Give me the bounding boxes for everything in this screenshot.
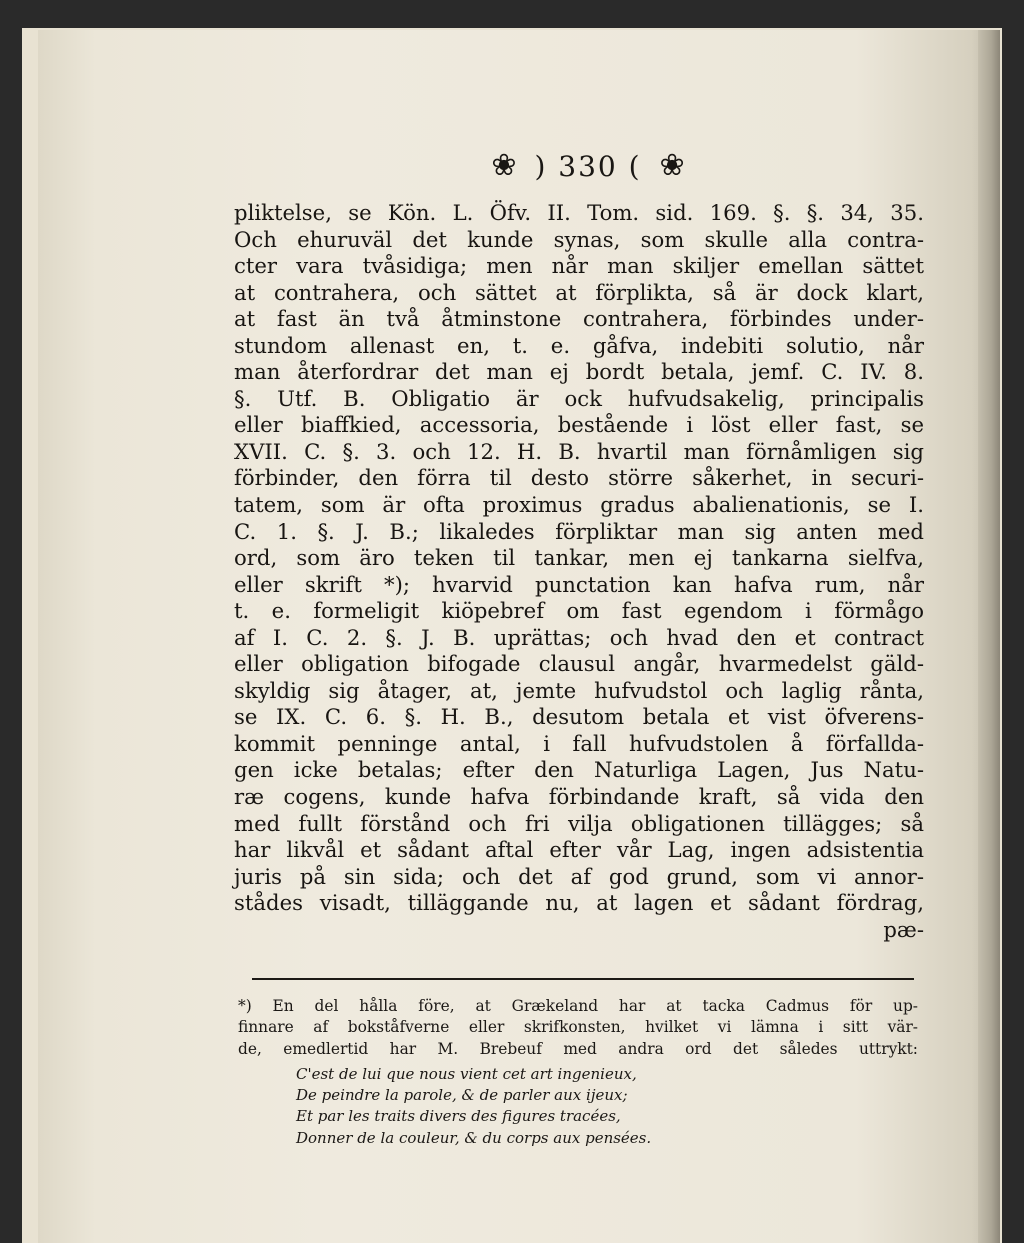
body-line: gen icke betalas; efter den Naturliga Lagen, Jus Natu- <box>234 757 924 783</box>
body-line: eller obligation bifogade clausul angår, hvarmedelst gäld- <box>234 651 924 677</box>
verse-line: C'est de lui que nous vient cet art ingenieux, <box>296 1065 637 1083</box>
footnote-line: de, emedlertid har M. Brebeuf med andra ord det således uttrykt: <box>238 1039 918 1058</box>
verse-line: Donner de la couleur, & du corps aux pensées. <box>296 1128 652 1147</box>
body-line: med fullt förstånd och fri vilja obligationen tillägges; så <box>234 810 924 836</box>
body-line: ord, som äro teken til tankar, men ej tankarna sielfva, <box>234 545 924 571</box>
verse-line: De peindre la parole, & de parler aux ijeux; <box>296 1086 628 1105</box>
footnote-line: finnare af bokståfverne eller skrifkonsten, hvilket vi lämna i sitt vär- <box>238 1018 918 1037</box>
body-line: Och ehuruväl det kunde synas, som skulle alla contra- <box>234 226 924 252</box>
body-line: C. 1. §. J. B.; likaledes förpliktar man sig anten med <box>234 518 924 544</box>
body-line: juris på sin sida; och det af god grund, som vi annor- <box>234 863 924 889</box>
body-line: t. e. formeligit kiöpebref om fast egendom i förmågo <box>234 598 924 624</box>
body-line: förbinder, den förra til desto större såkerhet, in securi- <box>234 465 924 491</box>
body-line: eller skrift *); hvarvid punctation kan hafva rum, når <box>234 571 924 597</box>
body-line: at fast än två åtminstone contrahera, förbindes under- <box>234 306 924 332</box>
page-edge <box>978 30 1000 1243</box>
body-line: stådes visadt, tilläggande nu, at lagen et sådant fördrag, <box>234 890 924 916</box>
page-header <box>418 146 758 186</box>
body-line: ræ cogens, kunde hafva förbindande kraft, så vida den <box>234 784 924 810</box>
body-line: se IX. C. 6. §. H. B., desutom betala et vist öfverens- <box>234 704 924 730</box>
body-line: XVII. C. §. 3. och 12. H. B. hvartil man förnåmligen sig <box>234 438 924 464</box>
ornament-right-icon: ❀ <box>659 148 685 183</box>
ornament-left-icon: ❀ <box>491 148 517 183</box>
body-line: at contrahera, och sättet at förplikta, så är dock klart, <box>234 279 924 305</box>
footnote-rule <box>252 978 914 980</box>
body-line: tatem, som är ofta proximus gradus abalienationis, se I. <box>234 492 924 518</box>
body-line: man återfordrar det man ej bordt betala, jemf. C. IV. 8. <box>234 359 924 385</box>
footnote <box>238 996 918 1060</box>
body-line: har likvål et sådant aftal efter vår Lag, ingen adsistentia <box>234 837 924 863</box>
body-line: skyldig sig åtager, at, jemte hufvudstol och laglig rånta, <box>234 677 924 703</box>
body-line: eller biaffkied, accessoria, bestående i löst eller fast, se <box>234 412 924 438</box>
body-line: stundom allenast en, t. e. gåfva, indebiti solutio, når <box>234 332 924 358</box>
page-number: ) 330 ( <box>534 149 642 183</box>
footnote-verses <box>296 1064 756 1149</box>
body-line: pliktelse, se Kön. L. Öfv. II. Tom. sid. 169. §. §. 34, 35. <box>234 200 924 225</box>
body-line: cter vara tvåsidiga; men når man skiljer emellan sättet <box>234 253 924 279</box>
verse-line: Et par les traits divers des figures tracées, <box>296 1107 621 1126</box>
footnote-line: *) En del hålla före, at Grækeland har at tacka Cadmus för up- <box>238 997 918 1015</box>
body-text <box>234 200 924 943</box>
body-line: kommit penninge antal, i fall hufvudstolen å förfallda- <box>234 730 924 756</box>
catchword: pæ- <box>883 916 924 942</box>
body-line: §. Utf. B. Obligatio är ock hufvudsakelig, principalis <box>234 385 924 411</box>
body-line: af I. C. 2. §. J. B. uprättas; och hvad den et contract <box>234 624 924 650</box>
book-page <box>38 30 1000 1243</box>
